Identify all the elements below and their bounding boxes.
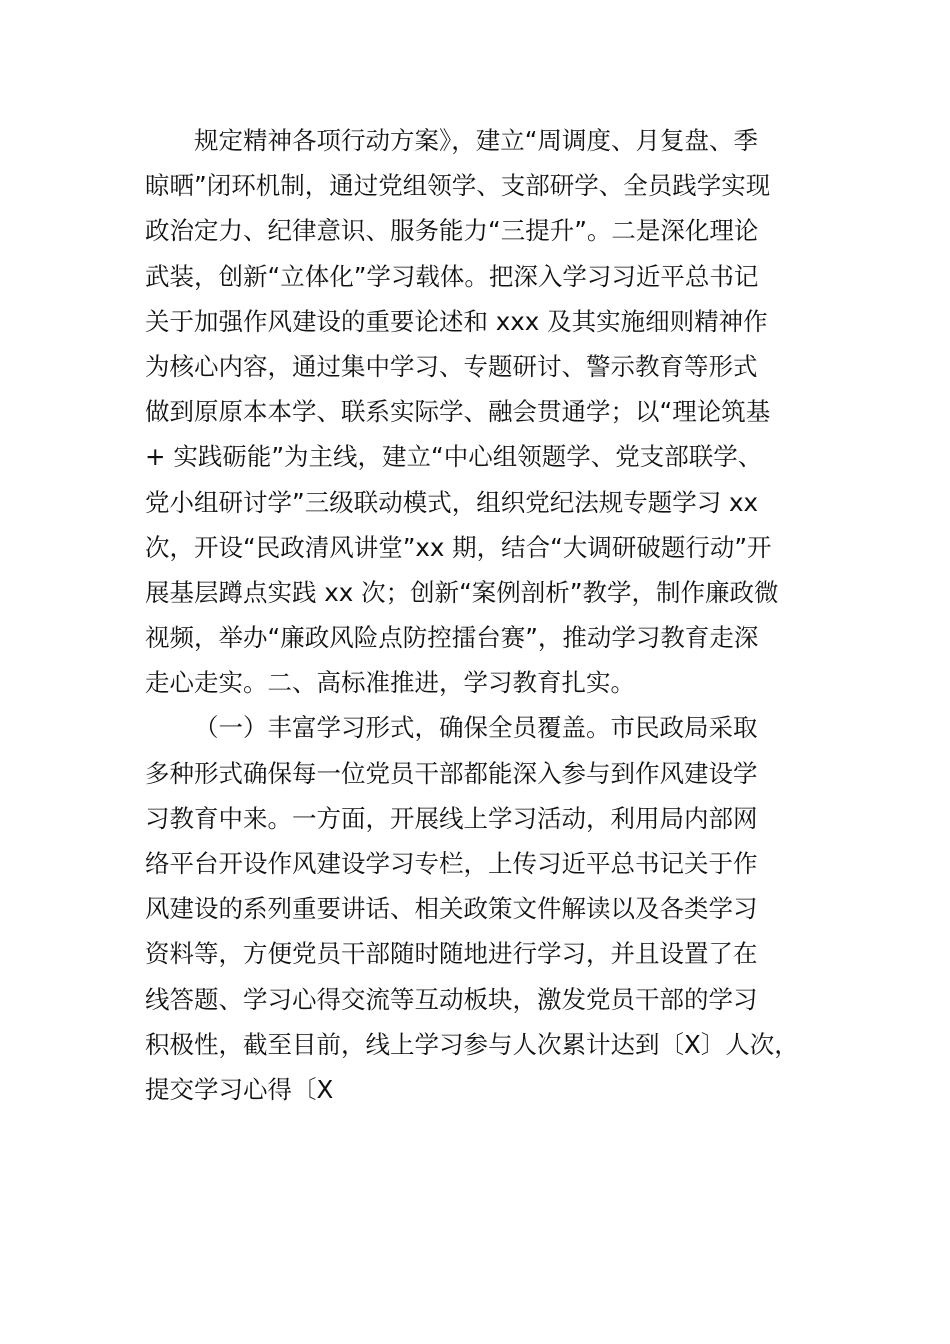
text-line: 武装，创新“立体化”学习载体。把深入学习习近平总书记 (145, 261, 759, 291)
text-line: 线答题、学习心得交流等互动板块，激发党员干部的学习 (145, 984, 758, 1014)
text-line: 资料等，方便党员干部随时随地进行学习，并且设置了在 (145, 939, 758, 969)
text-line: 次，开设“民政清风讲堂”xx 期，结合“大调研破题行动”开 (145, 532, 772, 562)
text-line: （一）丰富学习形式，确保全员覆盖。市民政局采取 (194, 713, 758, 743)
text-line: 提交学习心得〔X (145, 1074, 334, 1104)
text-line: 做到原原本本学、联系实际学、融会贯通学；以“理论筑基 (145, 397, 771, 427)
text-line: 走心走实。二、高标准推进，学习教育扎实。 (145, 668, 635, 698)
text-line: + 实践砺能”为主线，建立“中心组领题学、党支部联学、 (145, 442, 763, 472)
text-line: 规定精神各项行动方案》，建立“周调度、月复盘、季 (194, 126, 758, 155)
text-line: 政治定力、纪律意识、服务能力“三提升”。二是深化理论 (145, 216, 759, 246)
text-line: 多种形式确保每一位党员干部都能深入参与到作风建设学 (145, 758, 758, 788)
text-line: 络平台开设作风建设学习专栏，上传习近平总书记关于作 (145, 849, 758, 878)
text-line: 风建设的系列重要讲话、相关政策文件解读以及各类学习 (145, 894, 758, 924)
text-line: 晾晒”闭环机制，通过党组领学、支部研学、全员践学实现 (145, 171, 771, 201)
text-line: 展基层蹲点实践 xx 次；创新“案例剖析”教学，制作廉政微 (145, 577, 779, 607)
text-line: 积极性，截至目前，线上学习参与人次累计达到〔X〕人次， (145, 1029, 799, 1059)
text-line: 视频，举办“廉政风险点防控擂台赛”，推动学习教育走深 (145, 623, 759, 653)
text-line: 习教育中来。一方面，开展线上学习活动，利用局内部网 (145, 803, 758, 833)
text-line: 党小组研讨学”三级联动模式，组织党纪法规专题学习 xx (145, 487, 758, 517)
text-line: 为核心内容，通过集中学习、专题研讨、警示教育等形式 (145, 351, 758, 381)
body-text (145, 118, 815, 1112)
text-line: 关于加强作风建设的重要论述和 xxx 及其实施细则精神作 (145, 306, 768, 336)
